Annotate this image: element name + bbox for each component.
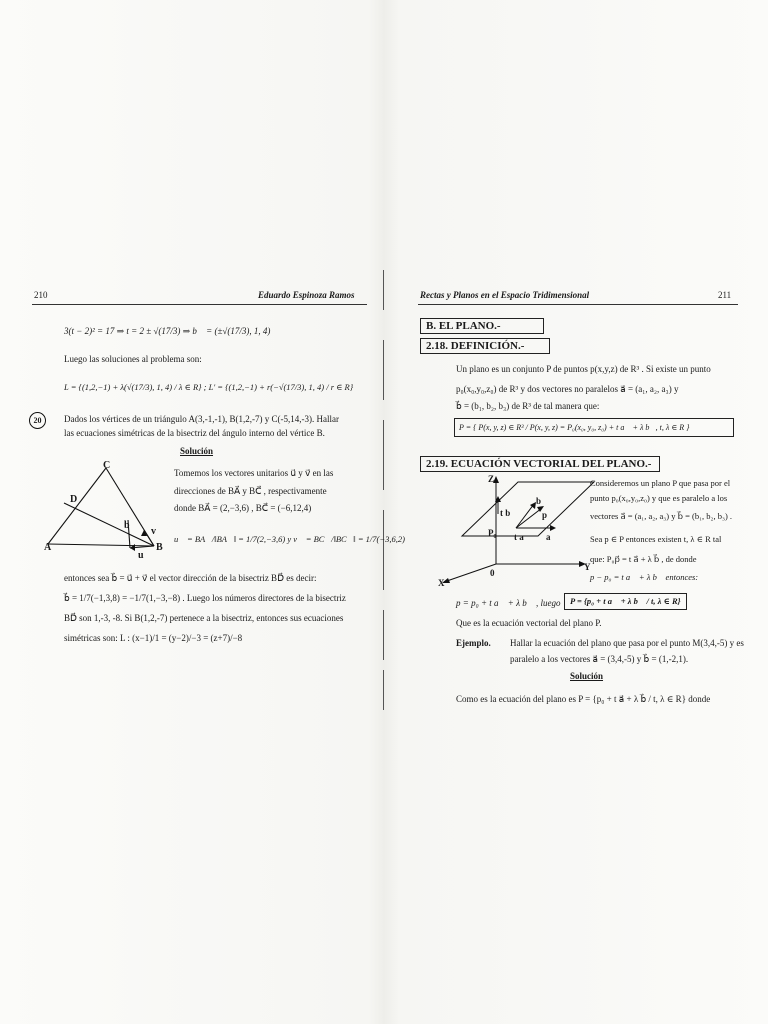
problem-number-badge: 20: [29, 412, 46, 429]
axis-Z-label: Z: [488, 474, 495, 484]
vector-eq-text-6: p − p₀ = t a⃗ + λ b⃗ entonces:: [590, 572, 699, 582]
definition-text-3: b⃗ = (b₁, b₂, b₃) de R³ de tal manera que:: [456, 401, 600, 411]
b-vector-text: b⃗ = 1/7(−1,3,8) = −1/7(1,−3,−8) . Luego los números directores de la bisectriz: [64, 593, 346, 603]
vertex-D-label: D: [70, 494, 78, 505]
page-number: 210: [34, 290, 48, 300]
vector-ta-label: t a: [514, 532, 524, 542]
vertex-B-label: B: [156, 542, 163, 553]
p-equation: p = p₀ + t a⃗ + λ b⃗ , luego: [456, 598, 561, 608]
x-axis: [444, 564, 496, 582]
triangle-diagram: [34, 456, 174, 564]
section-heading-plano: B. EL PLANO.-: [420, 318, 544, 334]
vector-eq-text-3: vectores a⃗ = (a₁, a₂, a₃) y b⃗ = (b₁, b₂, b₃) .: [590, 511, 733, 521]
running-header-title: Eduardo Espinoza Ramos: [258, 290, 355, 300]
side-AC: [48, 468, 106, 544]
example-text-1: Hallar la ecuación del plano que pasa por el punto M(3,4,-5) y es: [510, 638, 744, 648]
vertex-A-label: A: [44, 542, 52, 553]
page-number: 211: [718, 290, 732, 300]
vector-equation-caption: Que es la ecuación vectorial del plano P.: [456, 618, 602, 628]
axis-X-label: X: [438, 578, 445, 588]
page-gutter: [383, 270, 385, 710]
running-header-title: Rectas y Planos en el Espacio Tridimensional: [420, 290, 590, 300]
solution-heading: Solución: [570, 671, 604, 681]
vector-v-label: v: [151, 526, 156, 537]
unit-vectors-text-3: donde BA⃗ = (2,−3,6) , BC⃗ = (−6,12,4): [174, 503, 312, 513]
vector-b-label: b: [124, 520, 130, 531]
symmetric-equations: simétricas son: L : (x−1)/1 = (y−2)/−3 = (z+7)/−8: [64, 633, 243, 643]
plane-3d-diagram: [426, 474, 596, 586]
point-P0-label: P₀: [488, 528, 497, 538]
solutions-intro: Luego las soluciones al problema son:: [64, 354, 202, 364]
vector-eq-text-4: Sea p ∈ P entonces existen t, λ ∈ R tal: [590, 534, 722, 544]
definition-formula-box: P = { P(x, y, z) ∈ R³ / P(x, y, z) = P₀(x₀, y₀, z₀) + t a⃗ + λ b⃗, t, λ ∈ R }: [454, 418, 734, 437]
problem-text-1: Dados los vértices de un triángulo A(3,-1,-1), B(1,2,-7) y C(-5,14,-3). Hallar: [64, 414, 339, 424]
bisector-numbers-text: BD⃗ son 1,-3, -8. Si B(1,2,-7) pertenece a la bisectriz, entonces sus ecuaciones: [64, 613, 344, 623]
equation-top: 3(t − 2)² = 17 ⇒ t = 2 ± √(17/3) ⇒ b⃗ = (±√(17/3), 1, 4): [64, 326, 271, 336]
plane-equation-box: P = {p₀ + t a⃗ + λ b⃗ / t, λ ∈ R}: [564, 593, 687, 610]
right-page-header: [418, 288, 738, 305]
vertex-C-label: C: [103, 460, 111, 471]
final-line: Como es la ecuación del plano es P = {p₀ + t a⃗ + λ b⃗ / t, λ ∈ R} donde: [456, 694, 711, 704]
example-label: Ejemplo.: [456, 638, 491, 648]
vector-eq-text-2: punto p₀(x₀,y₀,z₀) y que es paralelo a los: [590, 493, 728, 503]
side-AB: [48, 544, 154, 546]
solutions-formula: L = {(1,2,−1) + λ(√(17/3), 1, 4) / λ ∈ R} ; L' = {(1,2,−1) + r(−√(17/3), 1, 4) / r ∈ R}: [64, 382, 354, 392]
vector-u-label: u: [138, 550, 144, 561]
right-page: [418, 288, 744, 704]
definition-text-2: p₀(x₀,y₀,z₀) de R³ y dos vectores no paralelos a⃗ = (a₁, a₂, a₃) y: [456, 384, 679, 394]
origin-label: 0: [490, 568, 495, 578]
direction-vector-text: entonces sea b⃗ = u⃗ + v⃗ el vector dirección de la bisectriz BD⃗ es decir:: [64, 573, 317, 583]
unit-vectors-text-2: direcciones de BA⃗ y BC⃗ , respectivamente: [174, 486, 327, 496]
unit-vectors-formula: u⃗ = BA⃗/‖BA⃗‖ = 1/7(2,−3,6) y v⃗ = BC⃗/‖BC⃗‖ = 1/7(−3,6,2): [174, 534, 405, 544]
solution-heading: Solución: [180, 446, 214, 456]
definition-heading: 2.18. DEFINICIÓN.-: [420, 338, 550, 354]
vector-equation-heading: 2.19. ECUACIÓN VECTORIAL DEL PLANO.-: [420, 456, 660, 472]
axis-Y-label: Y: [584, 562, 591, 572]
example-text-2: paralelo a los vectores a⃗ = (3,4,-5) y b⃗ = (1,-2,1).: [510, 654, 689, 664]
left-page-header: [32, 288, 367, 305]
vector-b-label: b: [536, 496, 542, 506]
definition-text-1: Un plano es un conjunto P de puntos p(x,y,z) de R³ . Si existe un punto: [456, 364, 711, 374]
point-p-label: p: [542, 510, 548, 520]
vector-eq-text-1: Consideremos un plano P que pasa por el: [590, 478, 731, 488]
vector-a-label: a: [546, 532, 551, 542]
problem-text-2: las ecuaciones simétricas de la bisectriz del ángulo interno del vértice B.: [64, 428, 325, 438]
unit-vectors-text-1: Tomemos los vectores unitarios u⃗ y v⃗ en las: [174, 468, 334, 478]
left-page: [32, 288, 405, 643]
vector-tb-label: t b: [500, 508, 511, 518]
vector-eq-text-5: que: P₀p⃗ = t a⃗ + λ b⃗ , de donde: [590, 554, 697, 564]
